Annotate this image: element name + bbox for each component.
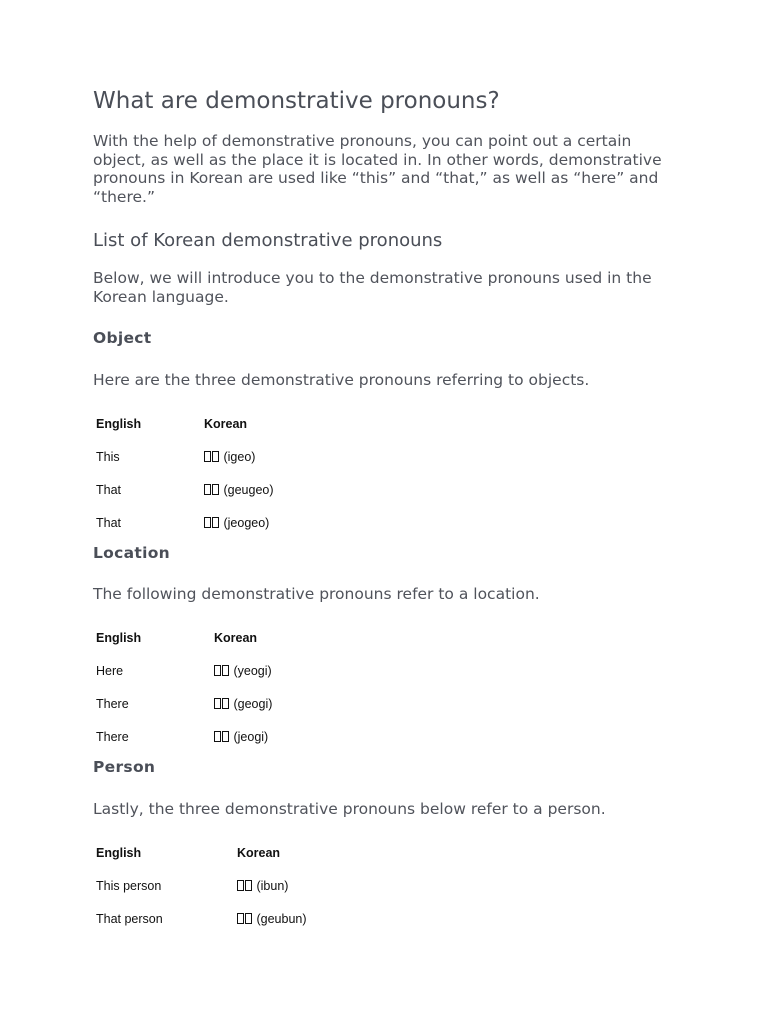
- romanization: (geogi): [233, 697, 273, 711]
- korean-cell: [237, 878, 288, 894]
- missing-glyph-icon: [222, 665, 229, 676]
- english-cell: That: [96, 483, 122, 497]
- korean-cell: [204, 482, 274, 498]
- korean-cell: [214, 696, 272, 712]
- english-cell: That person: [96, 912, 163, 926]
- object-lead: Here are the three demonstrative pronouns referring to objects.: [93, 371, 590, 389]
- missing-glyph-icon: [214, 698, 221, 709]
- intro-paragraph: With the help of demonstrative pronouns, you can point out a certain object, as well as the place it is located in. In other words, demonstrative pronouns in Korean are used like “this” and “that,” as well as “here” and “there.”: [93, 132, 662, 206]
- page-title: What are demonstrative pronouns?: [93, 88, 500, 114]
- missing-glyph-icon: [212, 517, 219, 528]
- romanization: (yeogi): [233, 664, 272, 678]
- english-cell: That: [96, 516, 122, 530]
- missing-glyph-icon: [204, 484, 211, 495]
- korean-cell: [214, 729, 268, 745]
- missing-glyph-icon: [237, 913, 244, 924]
- person-heading: Person: [93, 758, 156, 776]
- missing-glyph-icon: [212, 484, 219, 495]
- list-intro-paragraph: Below, we will introduce you to the demonstrative pronouns used in the Korean language.: [93, 269, 652, 306]
- english-cell: This person: [96, 879, 162, 893]
- missing-glyph-icon: [204, 451, 211, 462]
- object-heading: Object: [93, 329, 152, 347]
- missing-glyph-icon: [245, 880, 252, 891]
- list-heading: List of Korean demonstrative pronouns: [93, 230, 443, 251]
- column-header-english: English: [96, 631, 142, 645]
- missing-glyph-icon: [245, 913, 252, 924]
- column-header-korean: Korean: [214, 631, 258, 645]
- missing-glyph-icon: [214, 731, 221, 742]
- missing-glyph-icon: [214, 665, 221, 676]
- missing-glyph-icon: [204, 517, 211, 528]
- location-lead: The following demonstrative pronouns refer to a location.: [93, 585, 540, 603]
- missing-glyph-icon: [212, 451, 219, 462]
- missing-glyph-icon: [222, 731, 229, 742]
- romanization: (geubun): [256, 912, 307, 926]
- romanization: (ibun): [256, 879, 289, 893]
- romanization: (igeo): [223, 450, 256, 464]
- missing-glyph-icon: [237, 880, 244, 891]
- english-cell: There: [96, 697, 129, 711]
- column-header-korean: Korean: [237, 846, 281, 860]
- korean-cell: [204, 449, 255, 465]
- location-heading: Location: [93, 544, 170, 562]
- english-cell: Here: [96, 664, 124, 678]
- person-lead: Lastly, the three demonstrative pronouns below refer to a person.: [93, 800, 606, 818]
- english-cell: This: [96, 450, 120, 464]
- korean-cell: [204, 515, 269, 531]
- missing-glyph-icon: [222, 698, 229, 709]
- korean-cell: [214, 663, 272, 679]
- romanization: (geugeo): [223, 483, 274, 497]
- column-header-korean: Korean: [204, 417, 248, 431]
- english-cell: There: [96, 730, 129, 744]
- romanization: (jeogi): [233, 730, 269, 744]
- romanization: (jeogeo): [223, 516, 270, 530]
- column-header-english: English: [96, 417, 142, 431]
- column-header-english: English: [96, 846, 142, 860]
- korean-cell: [237, 911, 307, 927]
